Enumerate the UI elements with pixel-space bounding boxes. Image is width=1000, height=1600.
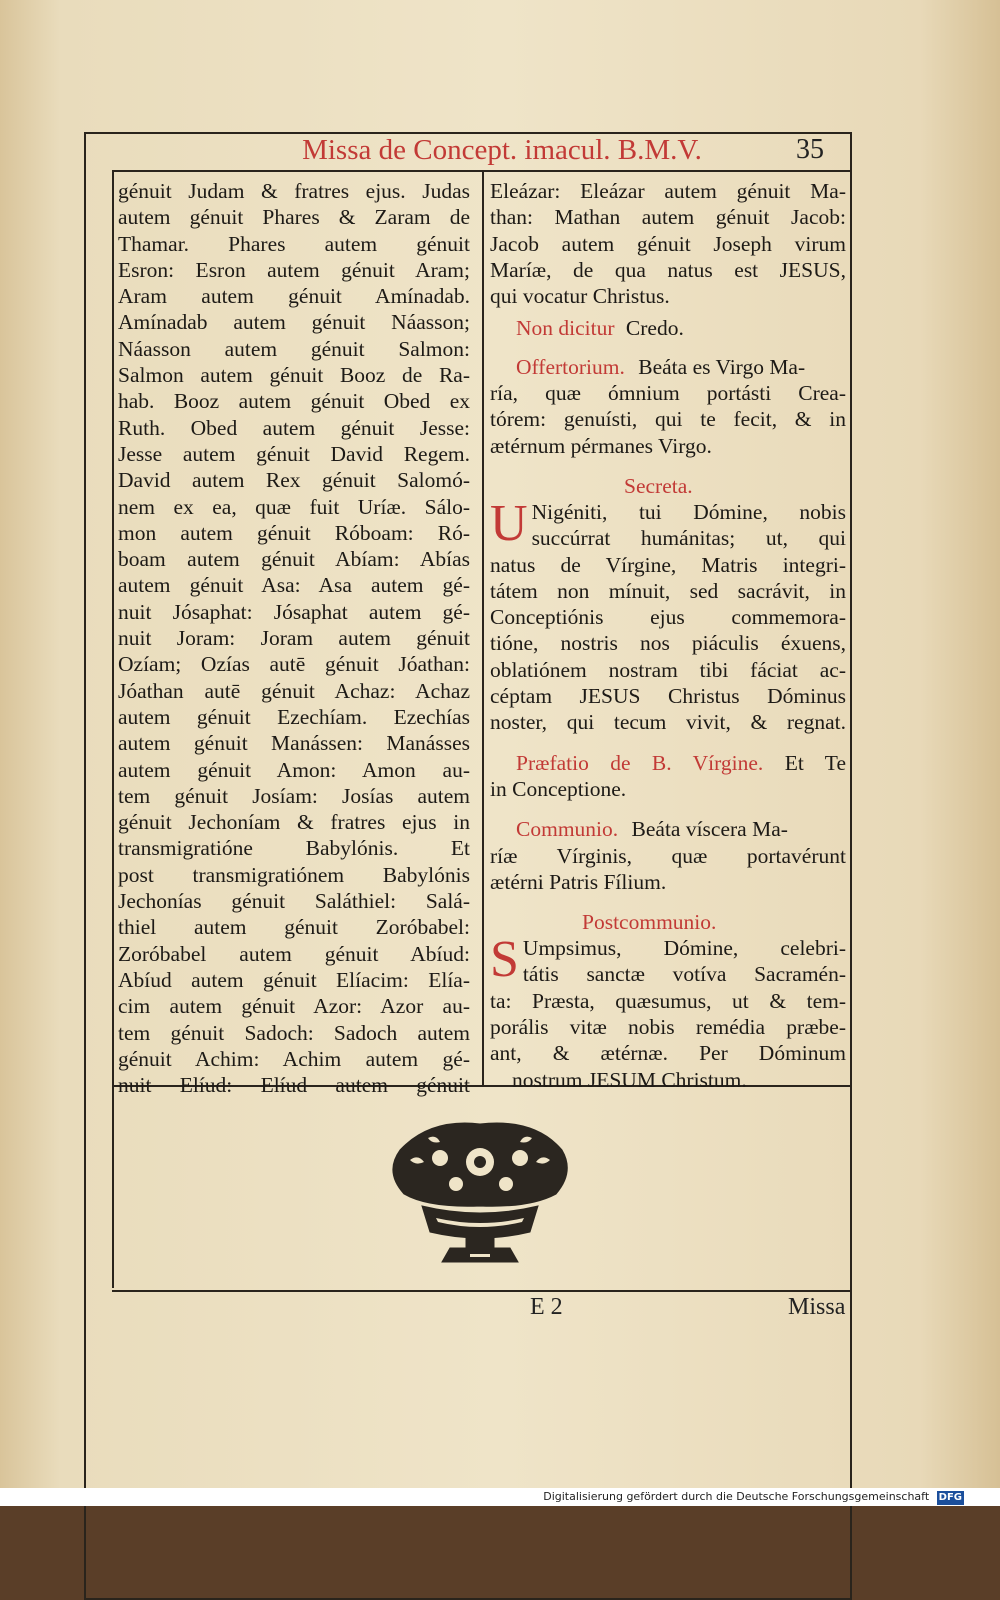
- left-text-line: Thamar. Phares autem génuit: [118, 231, 470, 256]
- left-text-line: Ruth. Obed autem génuit Jesse:: [118, 415, 470, 440]
- dfg-logo: DFG: [938, 1492, 962, 1503]
- communio-text-2: ætérni Patris Fílium.: [490, 869, 667, 894]
- non-dicitur-label: Non dicitur: [516, 316, 615, 341]
- secreta-line-5: tióne, nostris nos piáculis éxuens,: [490, 631, 846, 656]
- secreta-dropcap: U: [490, 494, 528, 552]
- secreta-line-6: oblatiónem nostram tibi fáciat ac-: [490, 657, 846, 682]
- non-dicitur-text: Credo.: [625, 316, 684, 341]
- left-text-line: Abíud autem génuit Elíacim: Elía-: [118, 967, 470, 992]
- postcommunio-line-5: nostrum JESUM Christum.: [512, 1067, 747, 1092]
- secreta-line-8: noster, qui tecum vivit, & regnat.: [490, 710, 846, 735]
- left-text-line: transmigratióne Babylónis. Et: [118, 836, 470, 861]
- left-text-line: Amínadab autem génuit Náasson;: [118, 310, 470, 335]
- secreta-line-7: céptam JESUS Christus Dóminus: [490, 684, 846, 709]
- secreta-line-1: succúrrat humánitas; ut, qui: [531, 526, 846, 551]
- left-text-line: génuit Jechoníam & fratres ejus in: [118, 810, 470, 835]
- digitization-credit: [543, 1490, 964, 1505]
- gospel-text-line: Maríæ, de qua natus est JESUS,: [490, 257, 846, 282]
- running-title: Missa de Concept. imacul. B.M.V.: [302, 134, 702, 166]
- left-column: [118, 178, 470, 1098]
- left-text-line: Esron: Esron autem génuit Aram;: [118, 257, 470, 282]
- left-text-line: Zoróbabel autem génuit Abíud:: [118, 941, 470, 966]
- left-text-line: hab. Booz autem génuit Obed ex: [118, 389, 470, 414]
- offertorium-first-line: [490, 354, 846, 380]
- left-text-line: Jechonías génuit Saláthiel: Salá-: [118, 889, 470, 914]
- left-text-line: autem génuit Asa: Asa autem gé-: [118, 573, 470, 598]
- offertorium-text-3: ætérnum pérmanes Virgo.: [490, 433, 712, 458]
- praefatio-line: [490, 750, 846, 776]
- secreta-line-4: Conceptiónis ejus commemora-: [490, 605, 846, 630]
- left-text-line: mon autem génuit Róboam: Ró-: [118, 520, 470, 545]
- footer-rule: [112, 1290, 852, 1292]
- non-dicitur-line: [490, 315, 846, 341]
- postcommunio-line-4: ant, & ætérnæ. Per Dóminum: [490, 1041, 846, 1066]
- secreta-heading: Secreta.: [624, 473, 693, 498]
- left-text-line: tem génuit Sadoch: Sadoch autem: [118, 1020, 470, 1045]
- left-text-line: autem génuit Ezechíam. Ezechías: [118, 704, 470, 729]
- credit-text: Digitalisierung gefördert durch die Deutsche Forschungsgemeinschaft: [543, 1490, 930, 1503]
- left-text-line: cim autem génuit Azor: Azor au-: [118, 994, 470, 1019]
- gospel-text-line: Jacob autem génuit Joseph virum: [490, 231, 846, 256]
- communio-label: Communio.: [516, 817, 619, 842]
- left-text-line: Náasson autem génuit Salmon:: [118, 336, 470, 361]
- left-text-line: autem génuit Manássen: Manásses: [118, 731, 470, 756]
- left-text-line: nuit Jósaphat: Jósaphat autem gé-: [118, 599, 470, 624]
- catchword: Missa: [788, 1294, 846, 1320]
- gospel-text-line: than: Mathan autem génuit Jacob:: [490, 205, 846, 230]
- left-text-line: boam autem génuit Abíam: Abías: [118, 547, 470, 572]
- postcommunio-heading: Postcommunio.: [582, 910, 717, 935]
- secreta-line-3: tátem non mínuit, sed sacrávit, in: [490, 578, 846, 603]
- left-text-line: Jesse autem génuit David Regem.: [118, 441, 470, 466]
- communio-text-1: ríæ Vírginis, quæ portavérunt: [490, 843, 846, 868]
- left-text-line: Ozíam; Ozías autē génuit Jóathan:: [118, 652, 470, 677]
- left-text-line: David autem Rex génuit Salomó-: [118, 468, 470, 493]
- postcommunio-line-1: tátis sanctæ votíva Sacramén-: [522, 962, 846, 987]
- postcommunio-line-2: ta: Præsta, quæsumus, ut & tem-: [490, 988, 846, 1013]
- secreta-block: [490, 494, 846, 736]
- left-text-line: autem génuit Amon: Amon au-: [118, 757, 470, 782]
- left-text-line: génuit Judam & fratres ejus. Judas: [118, 179, 470, 203]
- offertorium-text-1: ría, quæ ómnium portásti Crea-: [490, 381, 846, 406]
- signature-mark: E 2: [530, 1294, 563, 1320]
- left-text-line: thiel autem génuit Zoróbabel:: [118, 915, 470, 940]
- postcommunio-block: [490, 931, 846, 1093]
- right-column: [490, 178, 846, 1093]
- left-text-line: nem ex ea, quæ fuit Uríæ. Sálo-: [118, 494, 470, 519]
- secreta-line-2: natus de Vírgine, Matris integri-: [490, 552, 846, 577]
- running-head: [112, 132, 852, 168]
- left-text-line: génuit Achim: Achim autem gé-: [118, 1046, 470, 1071]
- column-divider: [482, 170, 484, 1085]
- left-text-line: nuit Joram: Joram autem génuit: [118, 626, 470, 651]
- postcommunio-line-3: porális vitæ nobis remédia præbe-: [490, 1015, 846, 1040]
- offertorium-text-0: Beáta es Virgo Ma-: [638, 354, 806, 379]
- praefatio-label: Præfatio de B. Vírgine.: [516, 750, 764, 775]
- page-number: 35: [796, 134, 824, 165]
- postcommunio-dropcap: S: [490, 931, 519, 989]
- flower-basket-ornament: [370, 1110, 590, 1275]
- left-text-line: Jóathan autē génuit Achaz: Achaz: [118, 678, 470, 703]
- praefatio-text-b: in Conceptione.: [490, 776, 627, 801]
- secreta-line-0: Nigéniti, tui Dómine, nobis: [531, 499, 846, 524]
- communio-first-line: [490, 816, 846, 842]
- gospel-text-line: qui vocatur Christus.: [490, 284, 670, 309]
- gospel-text-line: Eleázar: Eleázar autem génuit Ma-: [490, 179, 846, 203]
- communio-text-0: Beáta víscera Ma-: [631, 817, 788, 842]
- left-text-line: Salmon autem génuit Booz de Ra-: [118, 363, 470, 388]
- left-text-line: Aram autem génuit Amínadab.: [118, 284, 470, 309]
- offertorium-label: Offertorium.: [516, 354, 625, 379]
- postcommunio-line-0: Umpsimus, Dómine, celebri-: [522, 936, 846, 961]
- offertorium-text-2: tórem: genuísti, qui te fecit, & in: [490, 407, 846, 432]
- left-text-line: autem génuit Phares & Zaram de: [118, 205, 470, 230]
- left-text-line: post transmigratiónem Babylónis: [118, 862, 470, 887]
- left-text-line: tem génuit Josíam: Josías autem: [118, 783, 470, 808]
- praefatio-text-a: Et Te: [784, 750, 846, 775]
- left-text-line: nuit Elíud: Elíud autem génuit: [118, 1073, 470, 1098]
